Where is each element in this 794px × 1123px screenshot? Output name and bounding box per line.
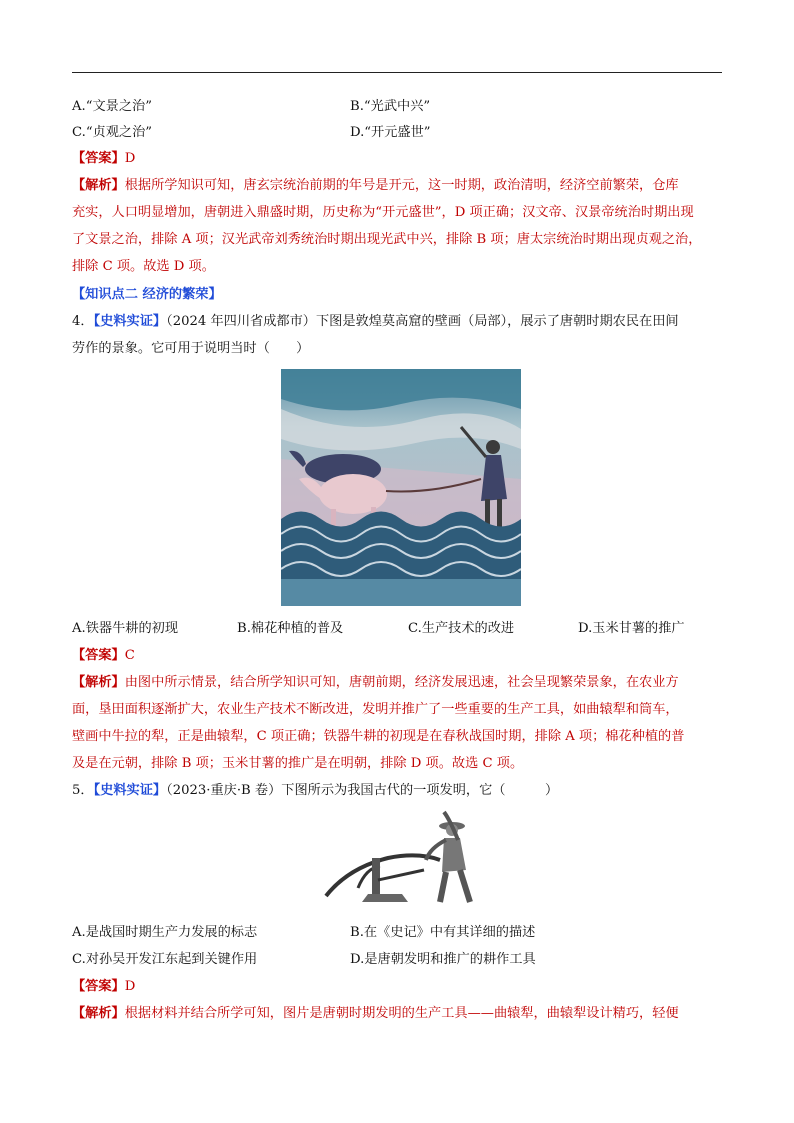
section-heading: 【知识点二 经济的繁荣】	[72, 287, 222, 302]
q3-option-c[interactable]: C.“贞观之治”	[72, 125, 153, 140]
header-rule	[72, 72, 722, 73]
q4-option-b[interactable]: B.棉花种植的普及	[237, 621, 344, 636]
q3-option-b[interactable]: B.“光武中兴”	[350, 99, 431, 114]
plough-illustration	[318, 808, 486, 908]
dunhuang-mural-image	[281, 369, 521, 606]
q3-option-a[interactable]: A.“文景之治”	[72, 99, 152, 114]
mural-painting	[281, 369, 521, 606]
q5-answer: 【答案】D	[72, 979, 136, 994]
q4-option-d[interactable]: D.玉米甘薯的推广	[578, 621, 685, 636]
q5-option-c[interactable]: C.对孙吴开发江东起到关键作用	[72, 952, 258, 967]
q4-option-a[interactable]: A.铁器牛耕的初现	[72, 621, 179, 636]
q5-option-d[interactable]: D.是唐朝发明和推广的耕作工具	[350, 952, 536, 967]
q4-analysis-line-2: 面，垦田面积逐渐扩大，农业生产技术不断改进，发明并推广了一些重要的生产工具，如曲辕犁和筒车，	[72, 702, 679, 717]
q4-answer: 【答案】C	[72, 648, 135, 663]
q5-stem: 5．【史料实证】（2023·重庆·B 卷）下图所示为我国古代的一项发明，它（ ）	[72, 783, 559, 798]
q3-analysis-line-3: 了文景之治，排除 A 项；汉光武帝刘秀统治时期出现光武中兴，排除 B 项；唐太宗统治时期出现贞观之治，	[72, 232, 702, 247]
q5-option-b[interactable]: B.在《史记》中有其详细的描述	[350, 925, 536, 940]
q4-analysis-line-1: 【解析】由图中所示情景，结合所学知识可知，唐朝前期，经济发展迅速，社会呈现繁荣景象，在农业方	[72, 675, 679, 690]
q5-option-a[interactable]: A.是战国时期生产力发展的标志	[72, 925, 258, 940]
curved-plough-drawing	[318, 808, 486, 908]
q5-analysis-line-1: 【解析】根据材料并结合所学可知，图片是唐朝时期发明的生产工具——曲辕犁，曲辕犁设计精巧，轻便	[72, 1006, 679, 1021]
q3-analysis-line-4: 排除 C 项。故选 D 项。	[72, 259, 215, 274]
q4-analysis-line-4: 及是在元朝，排除 B 项；玉米甘薯的推广是在明朝，排除 D 项。故选 C 项。	[72, 756, 524, 771]
q3-option-d[interactable]: D.“开元盛世”	[350, 125, 431, 140]
q3-analysis-line-2: 充实，人口明显增加，唐朝进入鼎盛时期，历史称为“开元盛世”，D 项正确；汉文帝、汉景帝统治时期出现	[72, 205, 694, 220]
q4-analysis-line-3: 壁画中牛拉的犁，正是曲辕犁，C 项正确；铁器牛耕的初现是在春秋战国时期，排除 A 项；棉花种植的普	[72, 729, 685, 744]
q3-answer: 【答案】D	[72, 151, 136, 166]
q4-stem-line-1: 4．【史料实证】（2024 年四川省成都市）下图是敦煌莫高窟的壁画（局部），展示了唐朝时期农民在田间	[72, 314, 679, 329]
q4-stem-line-2: 劳作的景象。它可用于说明当时（ ）	[72, 341, 310, 356]
q4-option-c[interactable]: C.生产技术的改进	[408, 621, 515, 636]
q3-analysis-line-1: 【解析】根据所学知识可知，唐玄宗统治前期的年号是开元，这一时期，政治清明，经济空前繁荣，仓库	[72, 178, 679, 193]
